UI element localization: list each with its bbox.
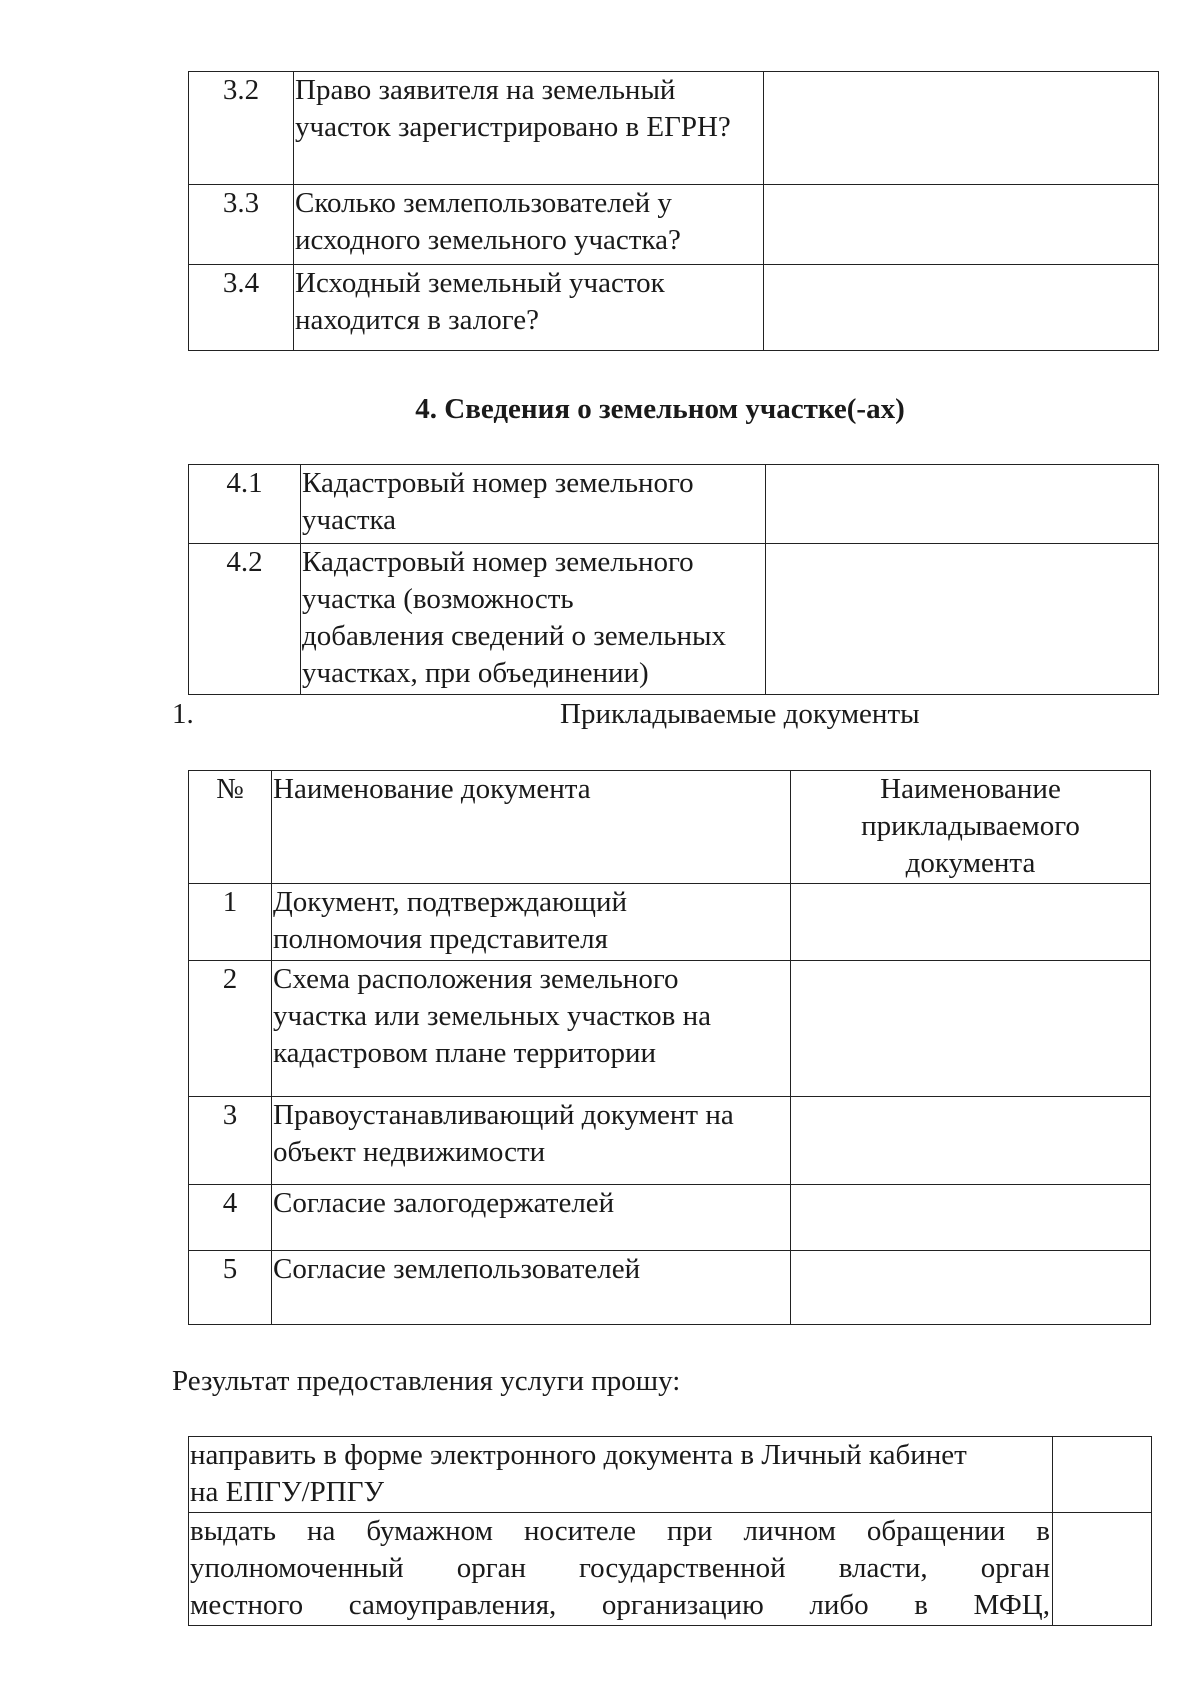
row-document-name: Документ, подтверждающий полномочия представителя [272,884,791,961]
option-line: уполномоченный орган государственной власти, орган [190,1552,1050,1584]
row-document-name: Схема расположения земельного участка или земельных участков на кадастровом плане территории [272,961,791,1097]
documents-table [188,770,1151,1325]
table-row [189,185,1159,265]
row-attached-cell[interactable] [791,1185,1151,1251]
table-row [189,265,1159,351]
table-row [189,1513,1152,1626]
row-question: Исходный земельный участок находится в залоге? [294,265,764,351]
row-number: 3 [189,1097,272,1185]
header-document-name: Наименование документа [272,771,791,884]
row-number: 3.4 [189,265,294,351]
row-attached-cell[interactable] [791,1097,1151,1185]
option-line: выдать на бумажном носителе при личном обращении в [190,1515,1050,1547]
option-line: местного самоуправления, организацию либо в МФЦ, [190,1589,1050,1621]
option-text [189,1437,1053,1513]
result-intro: Результат предоставления услуги прошу: [172,1365,681,1397]
row-question: Право заявителя на земельный участок зарегистрировано в ЕГРН? [294,72,764,185]
table-row [189,544,1159,695]
table-row [189,72,1159,185]
land-plot-info-table [188,464,1159,695]
row-number: 4.1 [189,465,301,544]
table-row [189,884,1151,961]
header-attached-document: Наименование прикладываемого документа [791,771,1151,884]
documents-heading: Прикладываемые документы [560,698,920,730]
land-plot-questions-table [188,71,1159,351]
option-line: на ЕПГУ/РПГУ [190,1476,385,1508]
table-row [189,1437,1152,1513]
row-document-name: Согласие землепользователей [272,1251,791,1325]
table-row [189,465,1159,544]
row-answer-cell[interactable] [764,265,1159,351]
header-number: № [189,771,272,884]
row-number: 4.2 [189,544,301,695]
row-document-name: Правоустанавливающий документ на объект недвижимости [272,1097,791,1185]
row-number: 5 [189,1251,272,1325]
row-attached-cell[interactable] [791,1251,1151,1325]
row-attached-cell[interactable] [791,884,1151,961]
row-number: 4 [189,1185,272,1251]
list-marker: 1. [172,698,194,730]
row-value-cell[interactable] [766,544,1159,695]
section-title: 4. Сведения о земельном участке(-ах) [415,393,905,425]
row-value-cell[interactable] [766,465,1159,544]
table-header-row [189,771,1151,884]
table-row [189,961,1151,1097]
row-label: Кадастровый номер земельного участка (возможность добавления сведений о земельных участках, при объединении) [301,544,766,695]
row-number: 3.2 [189,72,294,185]
option-checkbox-cell[interactable] [1053,1513,1152,1626]
option-checkbox-cell[interactable] [1053,1437,1152,1513]
row-answer-cell[interactable] [764,185,1159,265]
row-answer-cell[interactable] [764,72,1159,185]
row-number: 3.3 [189,185,294,265]
result-options-table [188,1436,1152,1626]
row-question: Сколько землепользователей у исходного земельного участка? [294,185,764,265]
table-row [189,1097,1151,1185]
table-row [189,1251,1151,1325]
option-text [189,1513,1053,1626]
option-line: направить в форме электронного документа в Личный кабинет [190,1439,967,1471]
row-number: 2 [189,961,272,1097]
table-row [189,1185,1151,1251]
row-number: 1 [189,884,272,961]
row-document-name: Согласие залогодержателей [272,1185,791,1251]
row-label: Кадастровый номер земельного участка [301,465,766,544]
row-attached-cell[interactable] [791,961,1151,1097]
